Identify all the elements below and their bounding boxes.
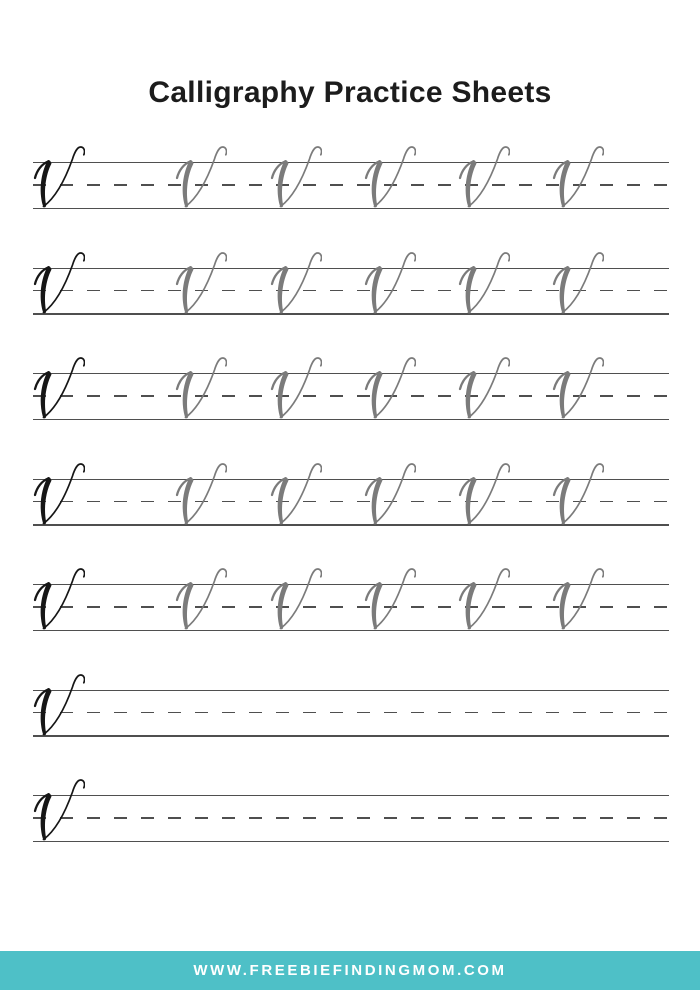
trace-letter-v xyxy=(458,142,510,208)
trace-letter-v xyxy=(364,142,416,208)
footer-bar xyxy=(0,951,700,990)
trace-letter-v xyxy=(270,459,322,525)
guide-midline-dashed xyxy=(33,712,669,714)
practice-row-2 xyxy=(33,268,669,314)
practice-row-6 xyxy=(33,690,669,736)
trace-letter-v xyxy=(552,353,604,419)
trace-letter-v xyxy=(175,564,227,630)
guide-baseline xyxy=(33,841,669,842)
trace-letter-v xyxy=(552,248,604,314)
trace-letter-v xyxy=(175,353,227,419)
guide-topline xyxy=(33,795,669,796)
trace-letter-v xyxy=(458,353,510,419)
practice-rows-container xyxy=(33,162,669,901)
guide-midline-dashed xyxy=(33,817,669,819)
trace-letter-v xyxy=(270,564,322,630)
guide-baseline xyxy=(33,735,669,736)
trace-letter-v xyxy=(175,248,227,314)
practice-row-5 xyxy=(33,584,669,630)
trace-letter-v xyxy=(364,248,416,314)
trace-letter-v xyxy=(458,248,510,314)
trace-letter-v xyxy=(364,353,416,419)
example-letter-v xyxy=(33,564,85,630)
trace-letter-v xyxy=(552,564,604,630)
example-letter-v xyxy=(33,459,85,525)
practice-row-3 xyxy=(33,373,669,419)
trace-letter-v xyxy=(458,459,510,525)
trace-letter-v xyxy=(270,142,322,208)
page-title: Calligraphy Practice Sheets xyxy=(148,76,552,110)
trace-letter-v xyxy=(364,564,416,630)
trace-letter-v xyxy=(270,248,322,314)
example-letter-v xyxy=(33,248,85,314)
guide-topline xyxy=(33,690,669,691)
trace-letter-v xyxy=(175,459,227,525)
trace-letter-v xyxy=(552,142,604,208)
trace-letter-v xyxy=(552,459,604,525)
trace-letter-v xyxy=(458,564,510,630)
practice-row-7 xyxy=(33,795,669,841)
example-letter-v xyxy=(33,142,85,208)
trace-letter-v xyxy=(175,142,227,208)
trace-letter-v xyxy=(364,459,416,525)
example-letter-v xyxy=(33,670,85,736)
practice-row-1 xyxy=(33,162,669,208)
example-letter-v xyxy=(33,775,85,841)
footer-url: WWW.FREEBIEFINDINGMOM.COM xyxy=(193,962,507,979)
trace-letter-v xyxy=(270,353,322,419)
example-letter-v xyxy=(33,353,85,419)
practice-row-4 xyxy=(33,479,669,525)
